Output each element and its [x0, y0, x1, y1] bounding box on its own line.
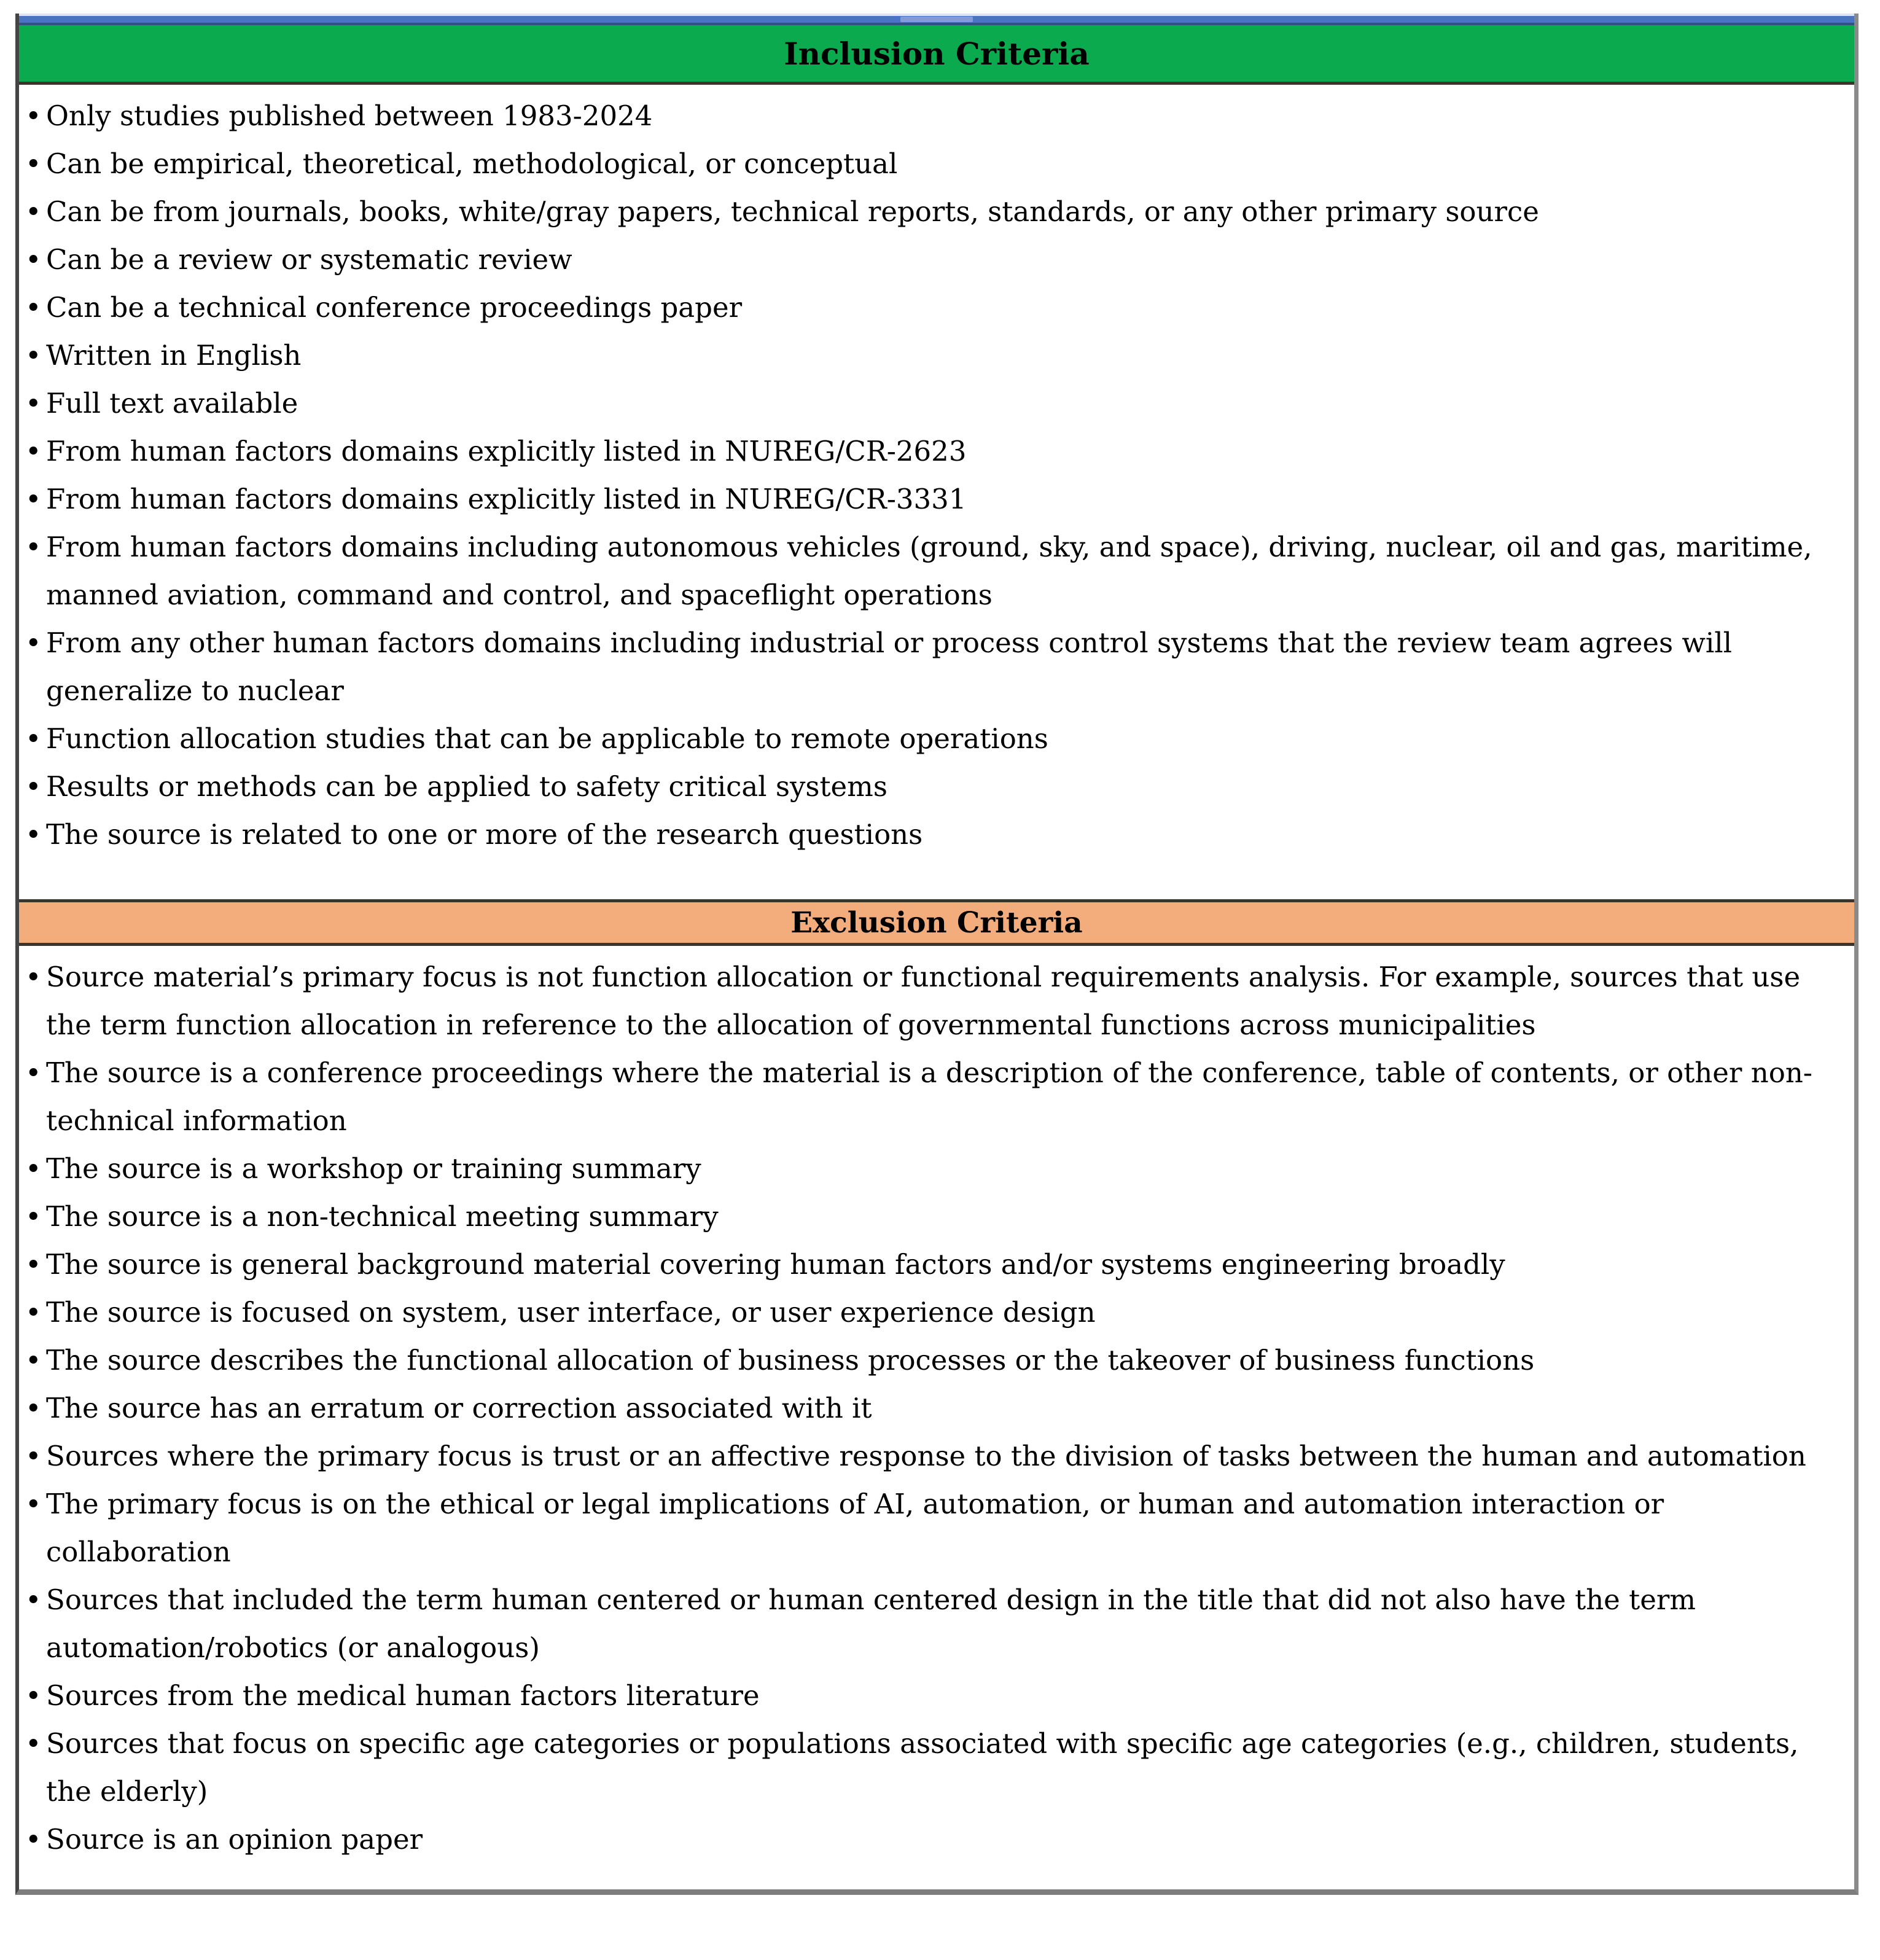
bullet-icon: • [25, 1727, 42, 1760]
exclusion-list-item [25, 1193, 1836, 1241]
inclusion-item-text: Only studies published between 1983-2024 [46, 100, 653, 132]
inclusion-list-item [25, 475, 1828, 523]
bullet-icon: • [25, 483, 42, 515]
bullet-icon: • [25, 1392, 42, 1424]
bullet-icon: • [25, 291, 42, 324]
exclusion-item-text: The source describes the functional allocation of business processes or the takeover of business functions [46, 1344, 1535, 1376]
inclusion-list [19, 85, 1854, 899]
exclusion-list-item [25, 1049, 1836, 1145]
exclusion-list-item [25, 1432, 1836, 1480]
inclusion-list-item [25, 619, 1828, 715]
inclusion-item-text: Function allocation studies that can be applicable to remote operations [46, 722, 1048, 755]
exclusion-item-text: Sources that included the term human centered or human centered design in the title that did not also have the term automation/robotics (or analogous) [46, 1583, 1696, 1664]
exclusion-item-text: The source is a workshop or training summary [46, 1152, 701, 1185]
bullet-icon: • [25, 1248, 42, 1281]
criteria-table [15, 14, 1859, 1895]
bullet-icon: • [25, 1679, 42, 1712]
inclusion-item-text: Can be a review or systematic review [46, 243, 572, 276]
inclusion-list-item [25, 92, 1828, 140]
exclusion-item-text: The source is a non-technical meeting summary [46, 1200, 719, 1233]
inclusion-item-text: From human factors domains explicitly listed in NUREG/CR-2623 [46, 435, 967, 467]
inclusion-list-item [25, 380, 1828, 428]
bullet-icon: • [25, 1296, 42, 1329]
bullet-icon: • [25, 818, 42, 851]
bullet-icon: • [25, 435, 42, 467]
bullet-icon: • [25, 627, 42, 659]
exclusion-item-text: The source is a conference proceedings where the material is a description of the conference, table of contents, or other non-technical information [46, 1056, 1813, 1137]
exclusion-list [19, 946, 1854, 1889]
window-titlebar-strip [19, 14, 1854, 25]
bullet-icon: • [25, 1488, 42, 1520]
exclusion-list-item [25, 1337, 1836, 1384]
inclusion-list-item [25, 284, 1828, 332]
bullet-icon: • [25, 195, 42, 228]
bullet-icon: • [25, 1056, 42, 1089]
bullet-icon: • [25, 1152, 42, 1185]
exclusion-item-text: Sources where the primary focus is trust or an affective response to the division of tasks between the human and automation [46, 1440, 1806, 1472]
exclusion-list-item [25, 1145, 1836, 1193]
inclusion-list-item [25, 332, 1828, 380]
exclusion-item-text: Sources from the medical human factors literature [46, 1679, 760, 1712]
inclusion-item-text: The source is related to one or more of the research questions [46, 818, 923, 851]
exclusion-item-text: The primary focus is on the ethical or legal implications of AI, automation, or human and automation interaction or collaboration [46, 1488, 1664, 1568]
inclusion-list-item [25, 236, 1828, 284]
inclusion-item-text: From any other human factors domains including industrial or process control systems that the review team agrees will generalize to nuclear [46, 627, 1733, 707]
bullet-icon: • [25, 339, 42, 372]
exclusion-item-text: Source material’s primary focus is not function allocation or functional requirements analysis. For example, sources that use the term function allocation in reference to the allocation of governmental functions across municipalities [46, 961, 1801, 1041]
bullet-icon: • [25, 100, 42, 132]
exclusion-item-text: The source is general background material covering human factors and/or systems engineering broadly [46, 1248, 1505, 1281]
bullet-icon: • [25, 722, 42, 755]
exclusion-list-item [25, 1241, 1836, 1289]
exclusion-list-item [25, 1816, 1836, 1864]
inclusion-list-item [25, 715, 1828, 763]
bullet-icon: • [25, 770, 42, 803]
inclusion-list-item [25, 428, 1828, 475]
titlebar-artifact [900, 17, 973, 22]
bullet-icon: • [25, 531, 42, 563]
inclusion-list-item [25, 188, 1828, 236]
inclusion-list-item [25, 811, 1828, 859]
exclusion-list-item [25, 1576, 1836, 1672]
bullet-icon: • [25, 1344, 42, 1376]
inclusion-list-item [25, 140, 1828, 188]
exclusion-item-text: Sources that focus on specific age categories or populations associated with specific age categories (e.g., children, students, the elderly) [46, 1727, 1799, 1808]
exclusion-list-item [25, 953, 1836, 1049]
inclusion-header [19, 25, 1854, 85]
bullet-icon: • [25, 1200, 42, 1233]
bullet-icon: • [25, 1583, 42, 1616]
bullet-icon: • [25, 961, 42, 993]
exclusion-list-item [25, 1289, 1836, 1337]
inclusion-item-text: From human factors domains including autonomous vehicles (ground, sky, and space), driving, nuclear, oil and gas, maritime, manned aviation, command and control, and spaceflight operations [46, 531, 1812, 611]
inclusion-list-item [25, 763, 1828, 811]
bullet-icon: • [25, 1823, 42, 1856]
inclusion-item-text: Full text available [46, 387, 298, 420]
exclusion-list-item [25, 1384, 1836, 1432]
bullet-icon: • [25, 387, 42, 420]
inclusion-item-text: Can be a technical conference proceedings paper [46, 291, 743, 324]
inclusion-list-item [25, 523, 1828, 619]
bullet-icon: • [25, 243, 42, 276]
bullet-icon: • [25, 1440, 42, 1472]
exclusion-list-item [25, 1480, 1836, 1576]
exclusion-item-text: The source has an erratum or correction associated with it [46, 1392, 872, 1424]
bullet-icon: • [25, 147, 42, 180]
exclusion-list-item [25, 1720, 1836, 1816]
inclusion-item-text: Can be from journals, books, white/gray papers, technical reports, standards, or any other primary source [46, 195, 1539, 228]
inclusion-item-text: From human factors domains explicitly listed in NUREG/CR-3331 [46, 483, 967, 515]
inclusion-item-text: Written in English [46, 339, 302, 372]
exclusion-item-text: The source is focused on system, user interface, or user experience design [46, 1296, 1096, 1329]
inclusion-item-text: Results or methods can be applied to safety critical systems [46, 770, 887, 803]
exclusion-item-text: Source is an opinion paper [46, 1823, 423, 1856]
exclusion-title: Exclusion Criteria [790, 905, 1083, 940]
inclusion-item-text: Can be empirical, theoretical, methodological, or conceptual [46, 147, 898, 180]
exclusion-list-item [25, 1672, 1836, 1720]
inclusion-title: Inclusion Criteria [784, 35, 1090, 72]
exclusion-header [19, 899, 1854, 946]
